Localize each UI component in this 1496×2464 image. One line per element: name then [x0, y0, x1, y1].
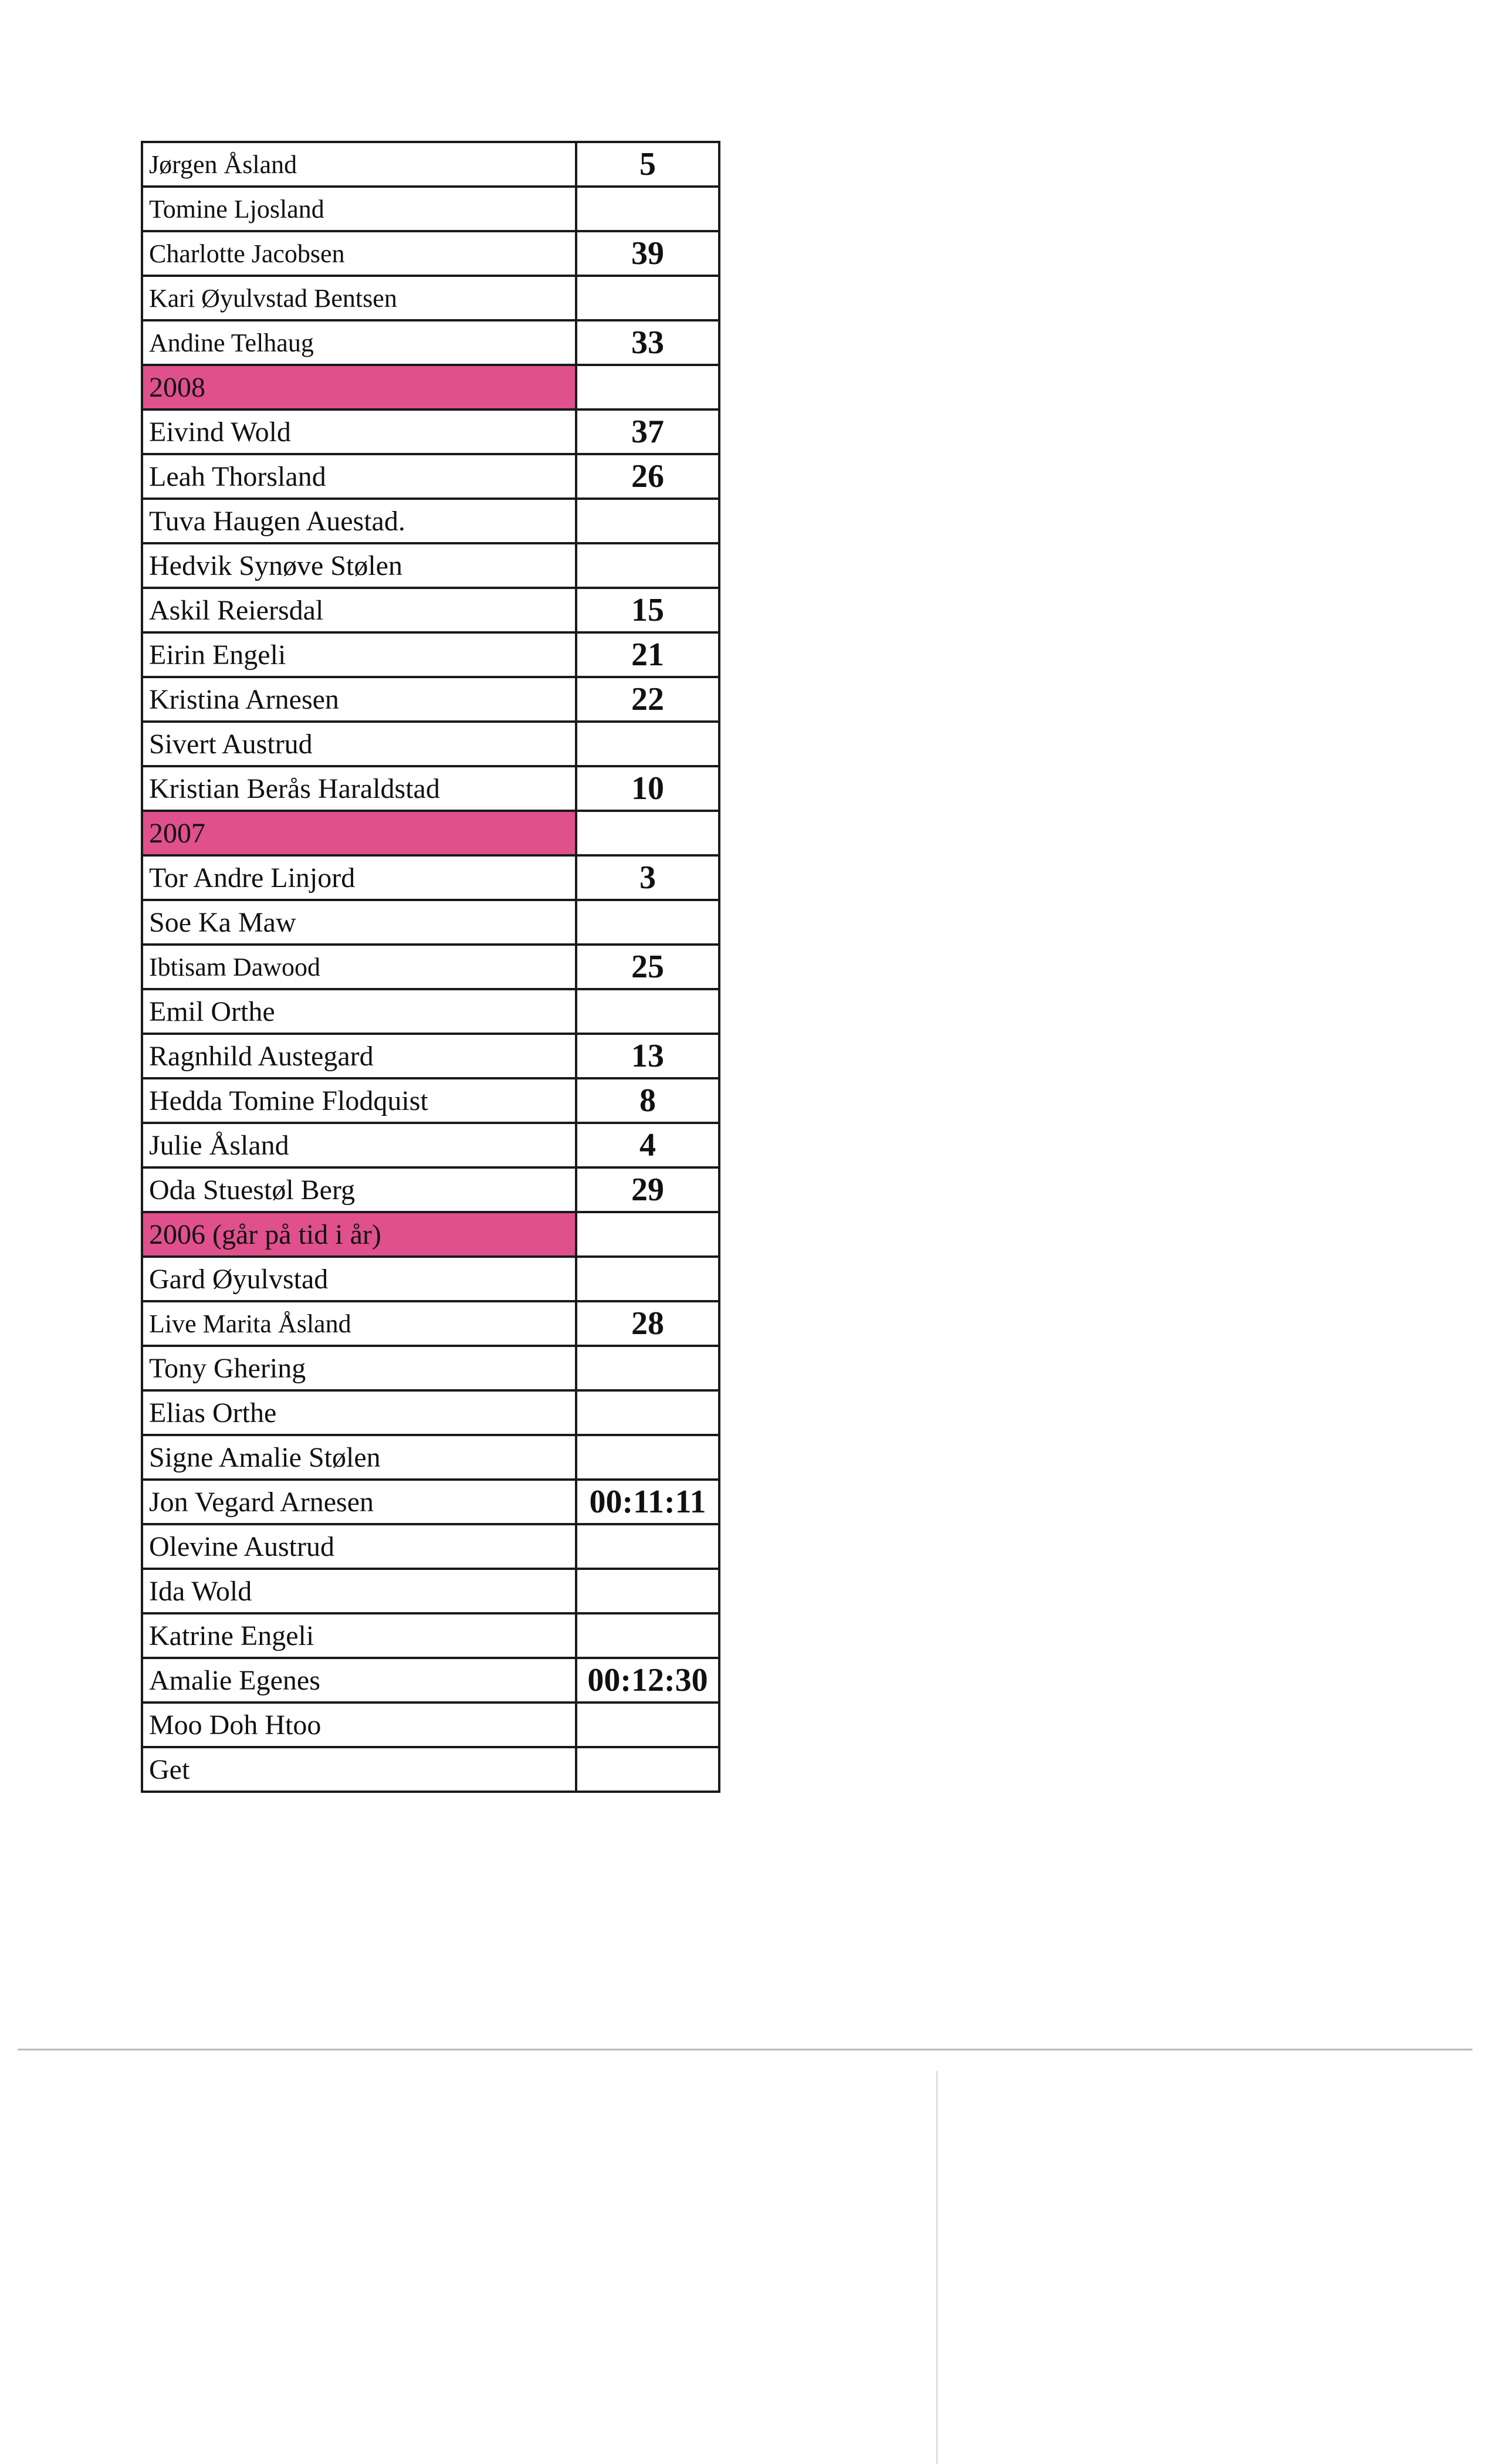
participant-name-cell: Hedda Tomine Flodquist: [142, 1078, 576, 1123]
section-header-row: [142, 811, 719, 855]
result-value-cell: [576, 1390, 719, 1435]
table-row: [142, 855, 719, 900]
participant-name-cell: Andine Telhaug: [142, 320, 576, 365]
result-value-cell: [576, 1257, 719, 1301]
result-value-cell: 5: [576, 142, 719, 187]
table-row: [142, 588, 719, 632]
section-year-cell: 2007: [142, 811, 576, 855]
participant-name-cell: Hedvik Synøve Stølen: [142, 543, 576, 588]
table-row: [142, 945, 719, 989]
result-value-cell: 13: [576, 1034, 719, 1078]
table-row: [142, 187, 719, 231]
table-row: [142, 1747, 719, 1792]
result-value-cell: 8: [576, 1078, 719, 1123]
section-header-row: [142, 1212, 719, 1257]
result-value-cell: 37: [576, 409, 719, 454]
table-row: [142, 900, 719, 945]
table-row: [142, 1078, 719, 1123]
result-value-cell: [576, 1747, 719, 1792]
participant-name-cell: Julie Åsland: [142, 1123, 576, 1167]
result-value-cell: 10: [576, 766, 719, 811]
participant-name-cell: Get: [142, 1747, 576, 1792]
participant-name-cell: Kristina Arnesen: [142, 677, 576, 722]
section-year-cell: 2006 (går på tid i år): [142, 1212, 576, 1257]
participant-name-cell: Askil Reiersdal: [142, 588, 576, 632]
table-row: [142, 543, 719, 588]
table-row: [142, 409, 719, 454]
result-value-cell: [576, 499, 719, 543]
participant-name-cell: Tor Andre Linjord: [142, 855, 576, 900]
result-value-cell: 22: [576, 677, 719, 722]
table-row: [142, 276, 719, 320]
result-value-cell: 39: [576, 231, 719, 276]
participant-name-cell: Ragnhild Austegard: [142, 1034, 576, 1078]
participant-name-cell: Eirin Engeli: [142, 632, 576, 677]
participant-name-cell: Kristian Berås Haraldstad: [142, 766, 576, 811]
results-table: [141, 141, 720, 1793]
participant-name-cell: Charlotte Jacobsen: [142, 231, 576, 276]
result-value-cell: [576, 1703, 719, 1747]
result-value-cell: [576, 543, 719, 588]
section-year-cell: 2008: [142, 365, 576, 409]
result-value-cell: [576, 1524, 719, 1569]
participant-name-cell: Ida Wold: [142, 1569, 576, 1613]
result-value-cell: 3: [576, 855, 719, 900]
table-row: [142, 989, 719, 1034]
participant-name-cell: Leah Thorsland: [142, 454, 576, 499]
table-row: [142, 499, 719, 543]
result-value-cell: [576, 811, 719, 855]
participant-name-cell: Ibtisam Dawood: [142, 945, 576, 989]
participant-name-cell: Soe Ka Maw: [142, 900, 576, 945]
result-value-cell: [576, 276, 719, 320]
result-value-cell: [576, 1346, 719, 1390]
participant-name-cell: Jon Vegard Arnesen: [142, 1480, 576, 1524]
participant-name-cell: Gard Øyulvstad: [142, 1257, 576, 1301]
results-table-body: [142, 142, 719, 1792]
result-value-cell: [576, 1613, 719, 1658]
table-row: [142, 1435, 719, 1480]
result-value-cell: 29: [576, 1167, 719, 1212]
table-row: [142, 1167, 719, 1212]
result-value-cell: 21: [576, 632, 719, 677]
table-row: [142, 1390, 719, 1435]
page-divider-line: [18, 2049, 1473, 2050]
table-row: [142, 1524, 719, 1569]
result-value-cell: 00:12:30: [576, 1658, 719, 1703]
result-value-cell: [576, 900, 719, 945]
participant-name-cell: Jørgen Åsland: [142, 142, 576, 187]
participant-name-cell: Moo Doh Htoo: [142, 1703, 576, 1747]
page-fold-line: [936, 2071, 937, 2464]
table-row: [142, 766, 719, 811]
table-row: [142, 722, 719, 766]
result-value-cell: 25: [576, 945, 719, 989]
table-row: [142, 1257, 719, 1301]
participant-name-cell: Olevine Austrud: [142, 1524, 576, 1569]
table-row: [142, 142, 719, 187]
table-row: [142, 1301, 719, 1346]
table-row: [142, 320, 719, 365]
result-value-cell: [576, 365, 719, 409]
result-value-cell: 33: [576, 320, 719, 365]
section-header-row: [142, 365, 719, 409]
table-row: [142, 454, 719, 499]
participant-name-cell: Eivind Wold: [142, 409, 576, 454]
table-row: [142, 1123, 719, 1167]
table-row: [142, 231, 719, 276]
participant-name-cell: Emil Orthe: [142, 989, 576, 1034]
table-row: [142, 1034, 719, 1078]
table-row: [142, 632, 719, 677]
result-value-cell: [576, 1569, 719, 1613]
table-row: [142, 1569, 719, 1613]
participant-name-cell: Katrine Engeli: [142, 1613, 576, 1658]
table-row: [142, 1703, 719, 1747]
result-value-cell: 26: [576, 454, 719, 499]
result-value-cell: 00:11:11: [576, 1480, 719, 1524]
table-row: [142, 1480, 719, 1524]
result-value-cell: [576, 722, 719, 766]
participant-name-cell: Elias Orthe: [142, 1390, 576, 1435]
participant-name-cell: Tomine Ljosland: [142, 187, 576, 231]
result-value-cell: [576, 1435, 719, 1480]
participant-name-cell: Live Marita Åsland: [142, 1301, 576, 1346]
participant-name-cell: Tony Ghering: [142, 1346, 576, 1390]
table-row: [142, 1346, 719, 1390]
result-value-cell: 4: [576, 1123, 719, 1167]
result-value-cell: [576, 1212, 719, 1257]
result-value-cell: [576, 187, 719, 231]
table-row: [142, 1613, 719, 1658]
result-value-cell: 15: [576, 588, 719, 632]
participant-name-cell: Oda Stuestøl Berg: [142, 1167, 576, 1212]
result-value-cell: 28: [576, 1301, 719, 1346]
participant-name-cell: Sivert Austrud: [142, 722, 576, 766]
participant-name-cell: Kari Øyulvstad Bentsen: [142, 276, 576, 320]
table-row: [142, 677, 719, 722]
participant-name-cell: Amalie Egenes: [142, 1658, 576, 1703]
participant-name-cell: Tuva Haugen Auestad.: [142, 499, 576, 543]
table-row: [142, 1658, 719, 1703]
participant-name-cell: Signe Amalie Stølen: [142, 1435, 576, 1480]
result-value-cell: [576, 989, 719, 1034]
